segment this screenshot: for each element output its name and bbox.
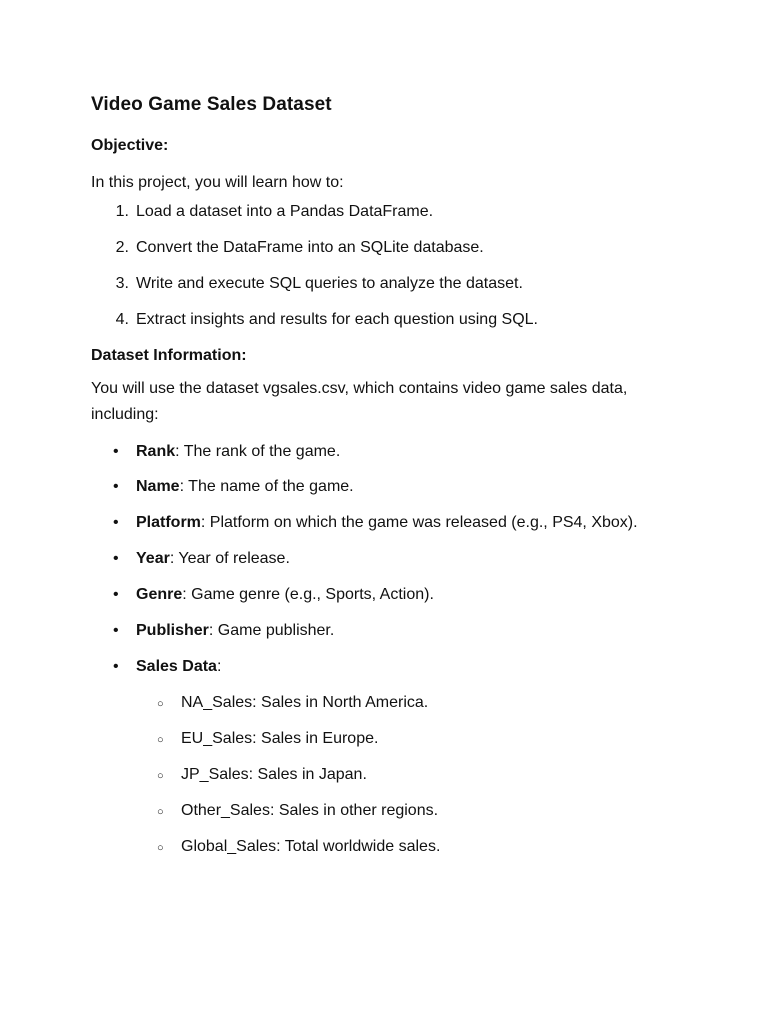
bullet: •	[113, 622, 119, 639]
field-item	[91, 549, 691, 569]
field-name: Publisher	[136, 622, 209, 639]
step-text: Load a dataset into a Pandas DataFrame.	[136, 203, 434, 220]
sub-bullet: ○	[157, 698, 164, 710]
bullet: •	[113, 443, 119, 460]
document-page	[91, 92, 691, 857]
step-text: Extract insights and results for each question using SQL.	[136, 311, 538, 328]
objective-intro: In this project, you will learn how to:	[91, 174, 344, 191]
bullet: •	[113, 586, 119, 603]
sales-field-text: Global_Sales: Total worldwide sales.	[181, 838, 441, 855]
sales-field-text: Other_Sales: Sales in other regions.	[181, 802, 439, 819]
sub-bullet: ○	[157, 806, 164, 818]
field-name: Platform	[136, 514, 201, 531]
field-item	[91, 513, 691, 533]
field-item	[91, 657, 691, 677]
sales-field-item	[91, 765, 691, 785]
sales-field-text: NA_Sales: Sales in North America.	[181, 694, 429, 711]
bullet: •	[113, 550, 119, 567]
field-name: Genre	[136, 586, 183, 603]
field-name: Rank	[136, 443, 176, 460]
field-name: Name	[136, 478, 180, 495]
bullet: •	[113, 514, 119, 531]
sales-field-item	[91, 693, 691, 713]
sales-fields-list	[91, 693, 691, 857]
sales-field-text: EU_Sales: Sales in Europe.	[181, 730, 379, 747]
field-desc: : Game genre (e.g., Sports, Action).	[182, 586, 434, 603]
sub-bullet: ○	[157, 734, 164, 746]
field-desc: :	[216, 658, 222, 675]
step-number: 1.	[115, 203, 129, 220]
field-item	[91, 477, 691, 497]
sales-field-item	[91, 837, 691, 857]
sales-field-text: JP_Sales: Sales in Japan.	[181, 766, 367, 783]
sub-bullet: ○	[157, 842, 164, 854]
sales-field-item	[91, 729, 691, 749]
field-desc: : The name of the game.	[179, 478, 354, 495]
field-name: Year	[136, 550, 170, 567]
dataset-info-heading: Dataset Information:	[91, 347, 247, 364]
field-item	[91, 442, 691, 462]
dataset-fields-list	[91, 442, 691, 677]
field-desc: : The rank of the game.	[175, 443, 341, 460]
objective-step	[91, 274, 691, 294]
step-number: 4.	[115, 311, 129, 328]
document-title: Video Game Sales Dataset	[91, 94, 332, 115]
step-text: Convert the DataFrame into an SQLite database.	[136, 239, 484, 256]
step-text: Write and execute SQL queries to analyze the dataset.	[136, 275, 523, 292]
field-item	[91, 621, 691, 641]
field-desc: : Year of release.	[169, 550, 290, 567]
field-desc: : Platform on which the game was released (e.g., PS4, Xbox).	[200, 514, 638, 531]
field-desc: : Game publisher.	[208, 622, 335, 639]
bullet: •	[113, 658, 119, 675]
field-item	[91, 585, 691, 605]
objective-step	[91, 238, 691, 258]
objective-step	[91, 310, 691, 330]
bullet: •	[113, 478, 119, 495]
dataset-info-intro: You will use the dataset vgsales.csv, which contains video game sales data, including:	[91, 380, 628, 423]
objective-steps-list	[91, 202, 691, 330]
field-name: Sales Data	[136, 658, 217, 675]
objective-step	[91, 202, 691, 222]
objective-heading: Objective:	[91, 137, 169, 154]
sub-bullet: ○	[157, 770, 164, 782]
step-number: 3.	[115, 275, 129, 292]
step-number: 2.	[115, 239, 129, 256]
sales-field-item	[91, 801, 691, 821]
